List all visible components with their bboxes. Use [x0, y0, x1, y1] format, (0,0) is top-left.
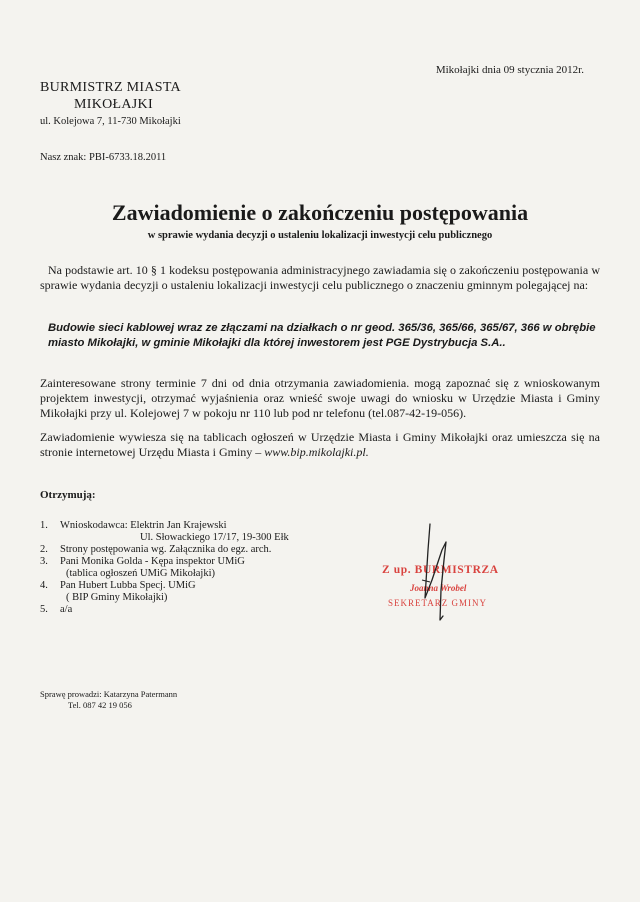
stamp-line-1: Z up. BURMISTRZA [382, 564, 499, 576]
recipient-item [40, 556, 360, 580]
recipient-line: (tablica ogłoszeń UMiG Mikołajki) [66, 568, 216, 579]
case-handler-phone: Tel. 087 42 19 056 [68, 700, 132, 710]
issuer-address: ul. Kolejowa 7, 11-730 Mikołajki [40, 116, 181, 127]
publication-text: Zawiadomienie wywiesza się na tablicach ogłoszeń w Urzędzie Miasta i Gminy Mikołajki oraz umieszcza się na stronie internetowej Urzędu Miasta i Gminy – [40, 430, 600, 459]
document-date: Mikołajki dnia 09 stycznia 2012r. [435, 64, 584, 76]
recipient-number: 3. [40, 556, 48, 567]
paragraph-publication [40, 430, 600, 460]
recipient-number: 2. [40, 544, 48, 555]
handwritten-signature [408, 520, 498, 630]
recipient-line: Ul. Słowackiego 17/17, 19-300 Ełk [140, 532, 289, 543]
recipient-number: 1. [40, 520, 48, 531]
reference-number: Nasz znak: PBI-6733.18.2011 [40, 152, 167, 163]
recipients-list [40, 520, 360, 616]
case-handler-name: Sprawę prowadzi: Katarzyna Patermann [40, 689, 178, 699]
recipient-number: 4. [40, 580, 48, 591]
recipient-line: Pani Monika Golda - Kępa inspektor UMiG [60, 556, 245, 567]
recipient-line: Strony postępowania wg. Załącznika do egz. arch. [60, 544, 272, 555]
recipient-item [40, 544, 360, 556]
stamp-line-2: Joanna Wrobel [410, 583, 467, 593]
recipient-item [40, 580, 360, 604]
document-title: Zawiadomienie o zakończeniu postępowania [111, 200, 529, 225]
issuer-city: MIKOŁAJKI [74, 97, 153, 112]
recipient-item [40, 604, 360, 616]
recipient-line: a/a [60, 604, 73, 615]
recipient-line: Pan Hubert Lubba Specj. UMiG [60, 580, 196, 591]
case-handler [40, 689, 177, 711]
document-subtitle: w sprawie wydania decyzji o ustaleniu lokalizacji inwestycji celu publicznego [147, 230, 493, 241]
bip-url: www.bip.mikolajki.pl. [264, 445, 369, 459]
investment-description: Budowie sieci kablowej wraz ze złączami na działkach o nr geod. 365/36, 365/66, 365/67, 366 w obrębie miasto Mikołajki, w gminie Mikołajki dla której inwestorem jest PGE Dystrybucja S.A.. [48, 322, 596, 349]
recipient-number: 5. [40, 604, 48, 615]
recipient-line: Wnioskodawca: Elektrin Jan Krajewski [60, 520, 227, 531]
recipients-heading: Otrzymują: [40, 489, 96, 501]
paragraph-parties-info: Zainteresowane strony terminie 7 dni od dnia otrzymania zawiadomienia. mogą zapoznać się z wnioskowanym projektem inwestycji, otrzymać wyjaśnienia oraz wnieść swoje uwagi do wniosku w Urzędzie Miasta i Gminy Mikołajki przy ul. Kolejowej 7 w pokoju nr 110 lub pod nr telefonu (tel.087-42-19-056). [40, 376, 600, 420]
recipient-line: ( BIP Gminy Mikołajki) [66, 592, 168, 603]
issuer-title: BURMISTRZ MIASTA [40, 80, 181, 95]
recipient-item [40, 520, 360, 544]
stamp-line-3: SEKRETARZ GMINY [388, 598, 488, 608]
paragraph-legal-basis: Na podstawie art. 10 § 1 kodeksu postępowania administracyjnego zawiadamia się o zakończeniu postępowania w sprawie wydania decyzji o ustaleniu lokalizacji inwestycji celu publicznego o znaczeniu gminnym polegającej na: [40, 263, 600, 292]
